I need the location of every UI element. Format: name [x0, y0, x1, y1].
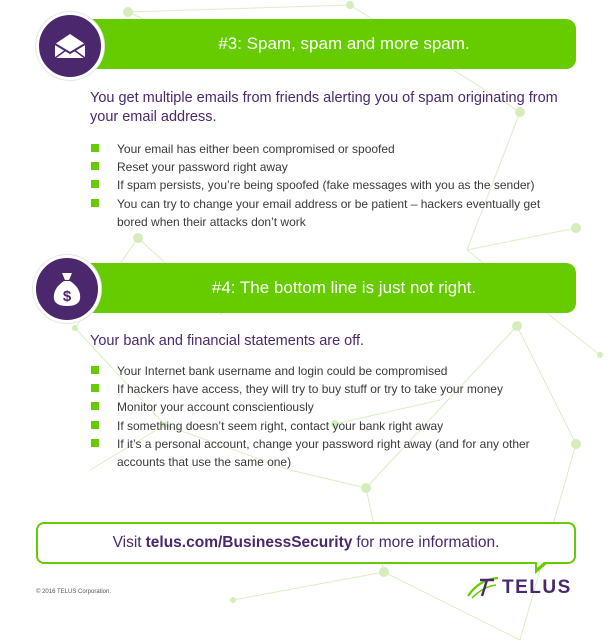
section3-badge	[36, 12, 104, 80]
telus-logo-icon	[466, 576, 500, 600]
section3-tips	[90, 140, 570, 231]
copyright: © 2016 TELUS Corporation.	[36, 589, 112, 595]
section3-heading: You get multiple emails from friends alerting you of spam originating from your email address.	[90, 90, 558, 125]
cta-link[interactable]: telus.com/BusinessSecurity	[145, 534, 353, 551]
list-item: If something doesn’t seem right, contact your bank right away	[90, 417, 570, 435]
section3-banner	[72, 19, 576, 69]
cta-prefix: Visit	[112, 534, 142, 551]
list-item: Your email has either been compromised or spoofed	[90, 140, 570, 158]
cta-speech-tail	[535, 562, 549, 574]
list-item: If spam persists, you’re being spoofed (fake messages with you as the sender)	[90, 176, 570, 194]
list-item: If it’s a personal account, change your password right away (and for any other accounts that use the same one)	[90, 435, 570, 471]
cta-box	[36, 522, 576, 564]
section3-title: #3: Spam, spam and more spam.	[218, 34, 470, 53]
list-item: Monitor your account conscientiously	[90, 398, 570, 416]
section4-badge	[33, 255, 101, 323]
list-item: If hackers have access, they will try to buy stuff or try to take your money	[90, 380, 570, 398]
cta-suffix: for more information.	[356, 534, 500, 551]
money-bag-icon	[52, 271, 82, 307]
telus-logo-text: TELUS	[502, 577, 572, 598]
list-item: Reset your password right away	[90, 158, 570, 176]
svg-text:$: $	[62, 288, 72, 305]
envelope-icon	[53, 32, 87, 60]
list-item: You can try to change your email address or be patient – hackers eventually get bored when their attacks don’t work	[90, 195, 570, 231]
list-item: Your Internet bank username and login could be compromised	[90, 362, 570, 380]
telus-logo	[466, 576, 572, 600]
section4-tips	[90, 362, 570, 471]
section4-banner	[72, 263, 576, 313]
section4-title: #4: The bottom line is just not right.	[211, 278, 477, 297]
section4-heading: Your bank and financial statements are off.	[90, 333, 365, 349]
